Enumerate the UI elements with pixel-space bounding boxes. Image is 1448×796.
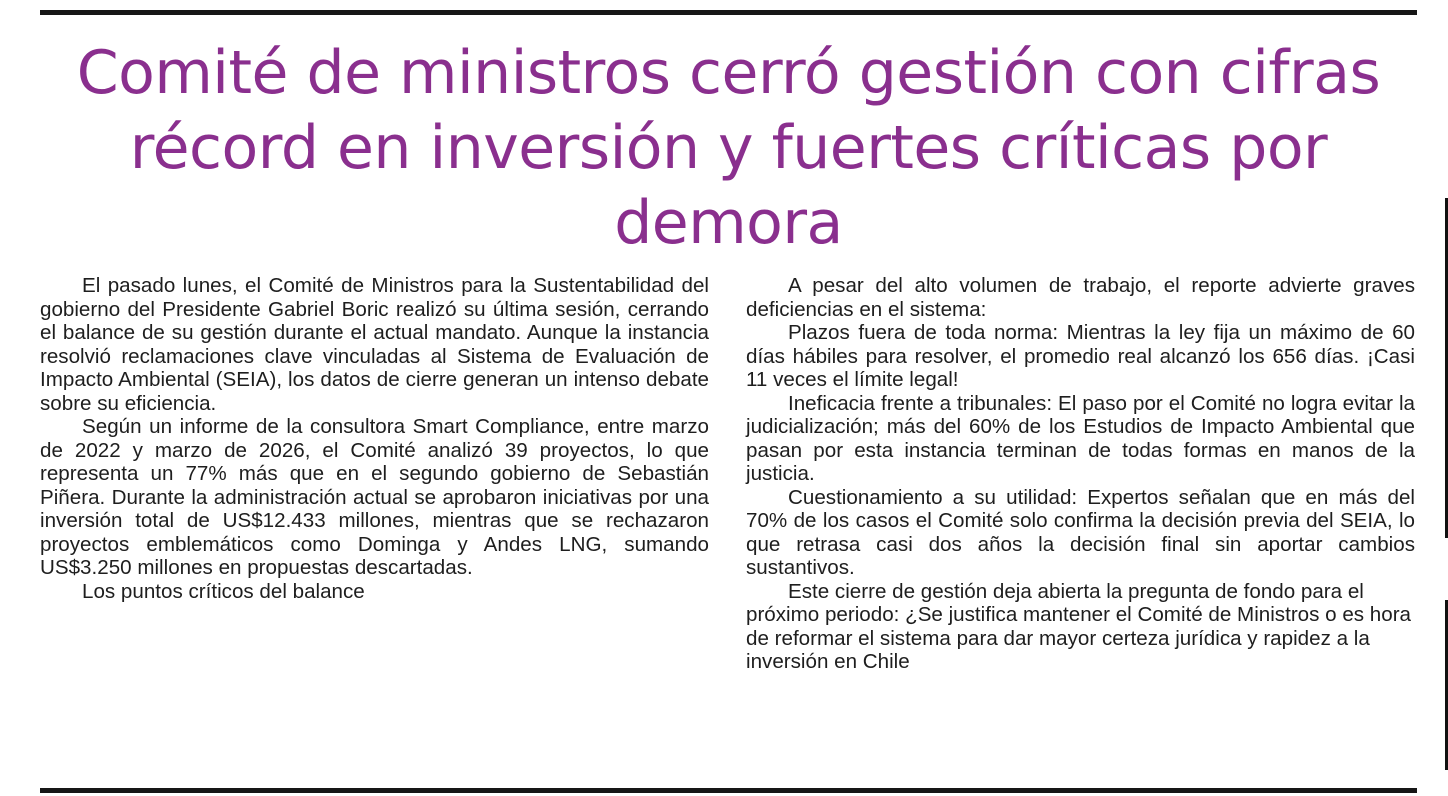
- paragraph-plazos: Plazos fuera de toda norma: Mientras la ley fija un máximo de 60 días hábiles para resolver, el promedio real alcanzó los 656 días. ¡Casi 11 veces el límite legal!: [746, 321, 1415, 391]
- bottom-rule: [40, 788, 1417, 793]
- top-rule: [40, 10, 1417, 15]
- right-column: [746, 274, 1415, 674]
- headline: Comité de ministros cerró gestión con cifras récord en inversión y fuertes críticas por demora: [76, 38, 1381, 258]
- paragraph-cuestionamiento: Cuestionamiento a su utilidad: Expertos señalan que en más del 70% de los casos el Comité solo confirma la decisión previa del SEIA, lo que retrasa casi dos años la decisión final sin aportar cambios sustantivos.: [746, 485, 1415, 579]
- paragraph-deficiencias: A pesar del alto volumen de trabajo, el reporte advierte graves deficiencias en el sistema:: [746, 274, 1415, 321]
- subheading-puntos-criticos: Los puntos críticos del balance: [82, 579, 365, 603]
- paragraph-cierre: Este cierre de gestión deja abierta la pregunta de fondo para el próximo periodo: ¿Se justifica mantener el Comité de Ministros o es hora de reformar el sistema para dar mayor certeza jurídica y rapidez a la inversión en Chile: [746, 579, 1412, 673]
- left-column: [40, 274, 709, 603]
- paragraph-intro: El pasado lunes, el Comité de Ministros para la Sustentabilidad del gobierno del Presidente Gabriel Boric realizó su última sesión, cerrando el balance de su gestión durante el actual mandato. Aunque la instancia resolvió reclamaciones clave vinculadas al Sistema de Evaluación de Impacto Ambiental (SEIA), los datos de cierre generan un intenso debate sobre su eficiencia.: [40, 274, 709, 415]
- paragraph-informe: Según un informe de la consultora Smart Compliance, entre marzo de 2022 y marzo de 2026, el Comité analizó 39 proyectos, lo que representa un 77% más que en el segundo gobierno de Sebastián Piñera. Durante la administración actual se aprobaron iniciativas por una inversión total de US$12.433 millones, mientras que se rechazaron proyectos emblemáticos como Dominga y Andes LNG, sumando US$3.250 millones en propuestas descartadas.: [40, 415, 709, 579]
- paragraph-ineficacia: Ineficacia frente a tribunales: El paso por el Comité no logra evitar la judicialización; más del 60% de los Estudios de Impacto Ambiental que pasan por esta instancia terminan de todas formas en manos de la justicia.: [746, 391, 1415, 485]
